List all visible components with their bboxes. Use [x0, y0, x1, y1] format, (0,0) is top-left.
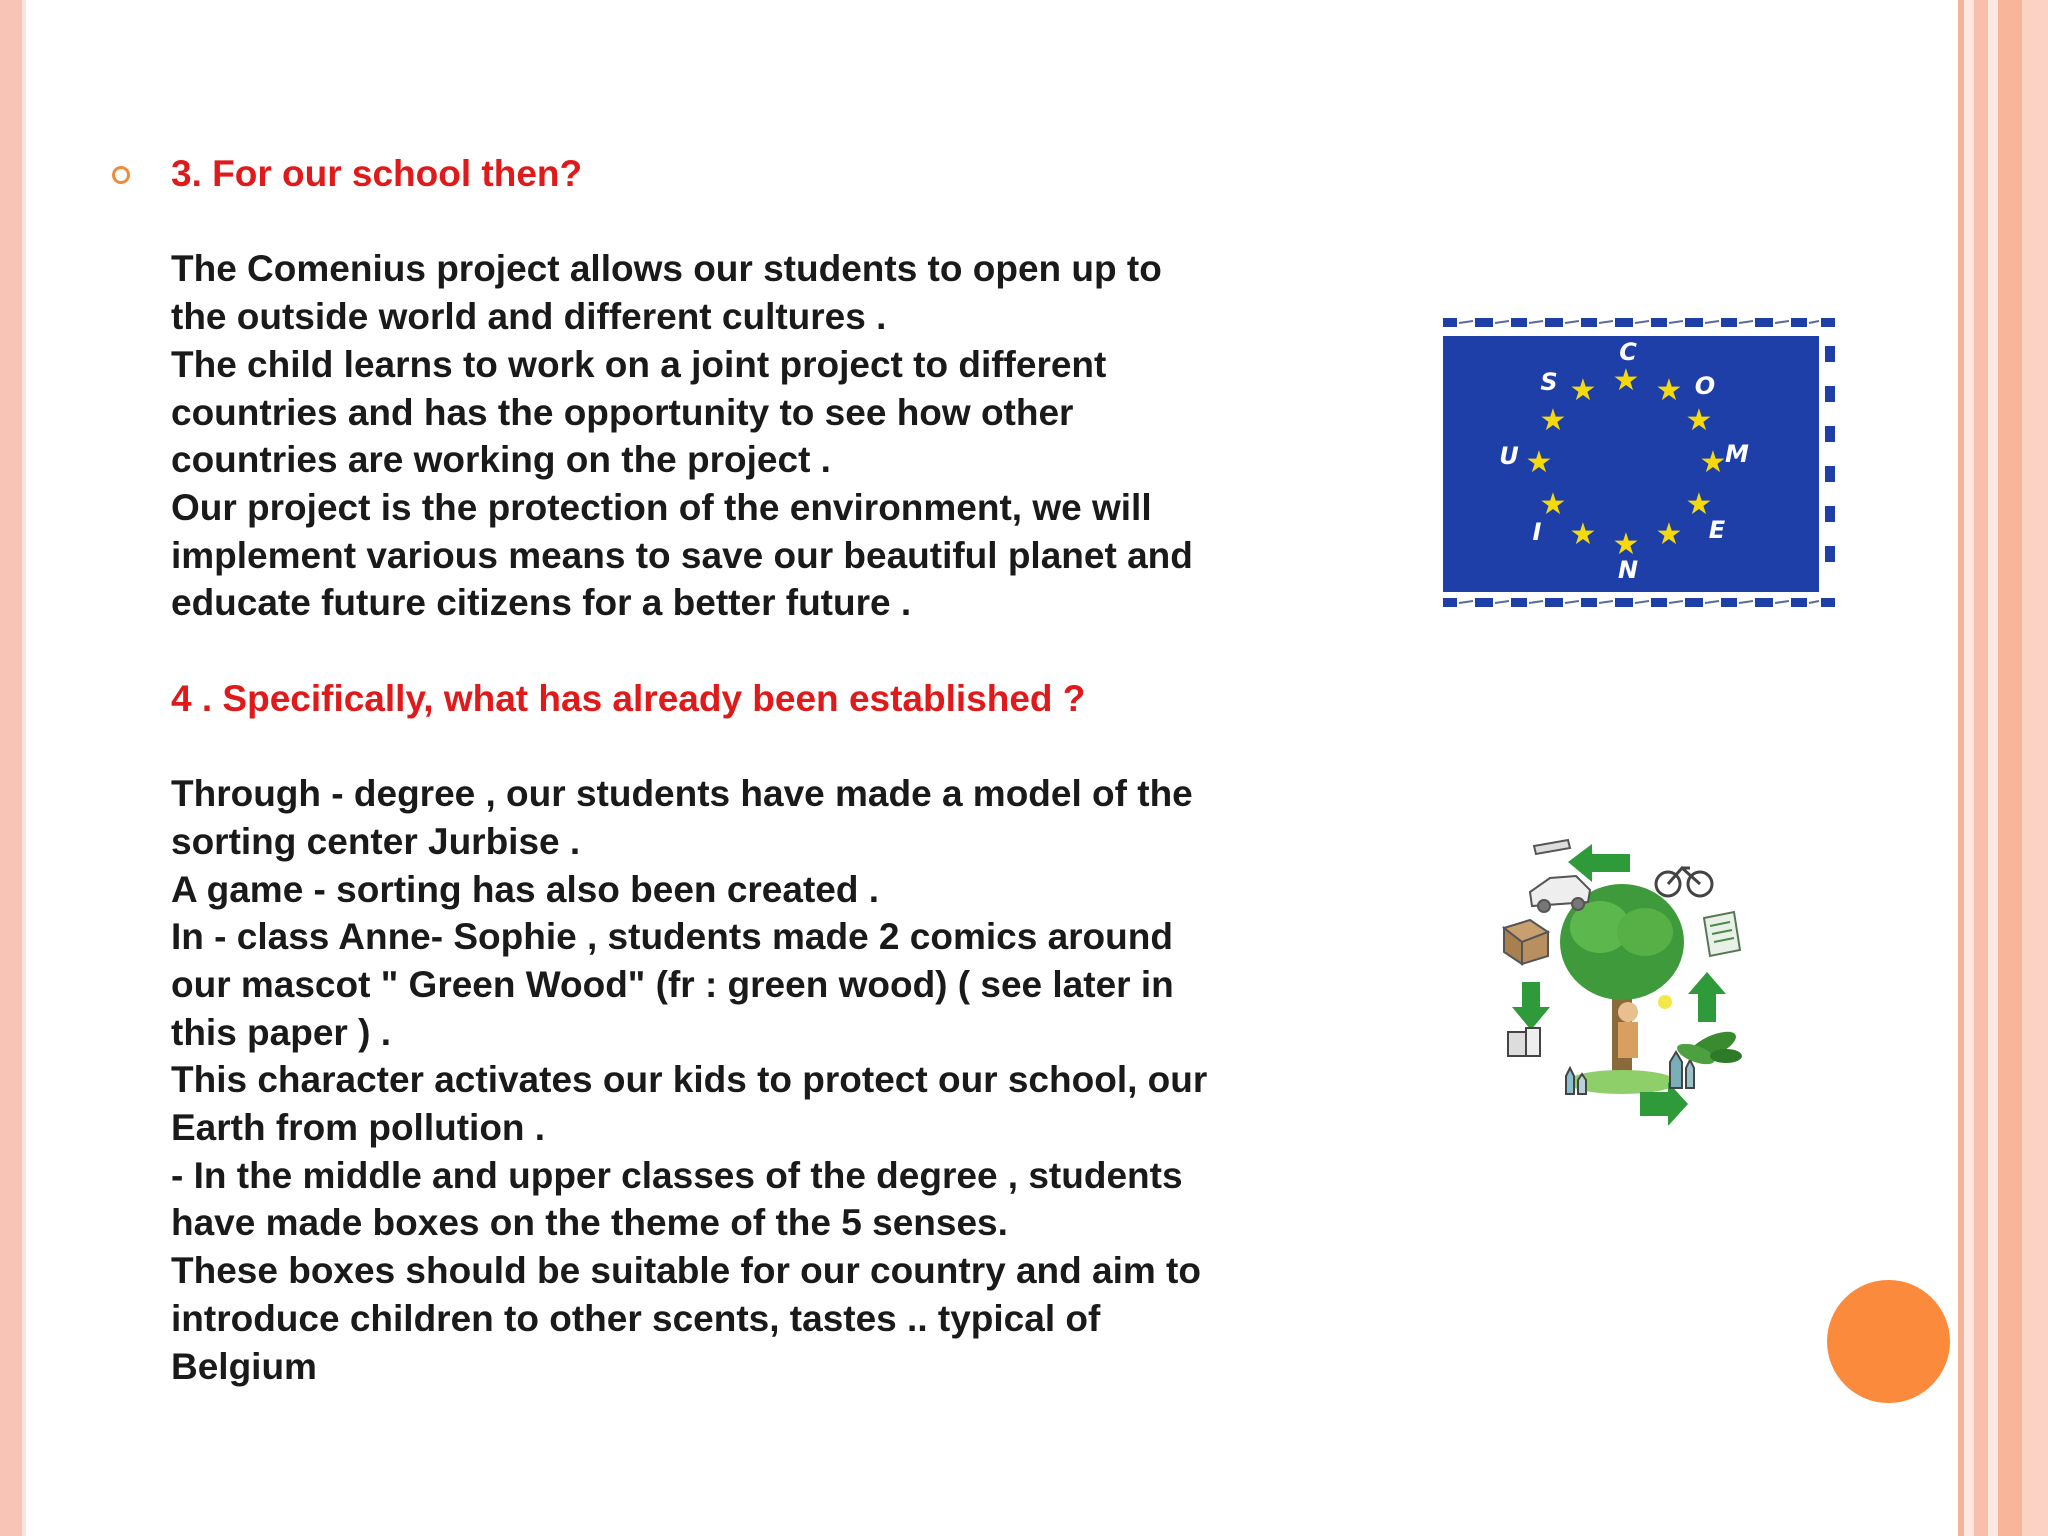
flag-letter: S: [1540, 368, 1558, 396]
text-line: have made boxes on the theme of the 5 senses.: [171, 1202, 1008, 1244]
svg-text:★: ★: [1525, 445, 1553, 480]
svg-text:★: ★: [1685, 487, 1713, 522]
text-line: The Comenius project allows our students to open up to: [171, 248, 1162, 290]
text-line: This character activates our kids to protect our school, our: [171, 1059, 1208, 1101]
text-line: introduce children to other scents, tastes .. typical of: [171, 1297, 1101, 1339]
text-line: educate future citizens for a better future .: [171, 582, 912, 624]
text-line: The child learns to work on a joint project to different: [171, 343, 1107, 385]
heading-established: 4 . Specifically, what has already been established ?: [171, 677, 1086, 719]
svg-text:★: ★: [1655, 373, 1683, 408]
right-frame-stripe-6: [2022, 0, 2048, 1536]
box-icon: [1504, 920, 1548, 964]
svg-text:★: ★: [1612, 363, 1640, 398]
text-line: implement various means to save our beautiful planet and: [171, 534, 1193, 576]
left-frame-inner-stripe: [22, 0, 26, 1536]
right-frame-stripe-4: [1988, 0, 1998, 1536]
heading-school: 3. For our school then?: [171, 153, 583, 194]
text-line: countries are working on the project .: [171, 439, 831, 481]
orange-accent-circle: [1827, 1280, 1950, 1403]
svg-text:★: ★: [1655, 517, 1683, 552]
text-line: - In the middle and upper classes of the degree , students: [171, 1154, 1183, 1196]
flag-letter: N: [1617, 556, 1639, 584]
text-line: These boxes should be suitable for our country and aim to: [171, 1250, 1201, 1292]
text-line: sorting center Jurbise .: [171, 820, 581, 862]
right-frame-stripe-3: [1974, 0, 1988, 1536]
svg-text:★: ★: [1539, 403, 1567, 438]
text-line: Through - degree , our students have made a model of the: [171, 773, 1193, 815]
svg-text:★: ★: [1539, 487, 1567, 522]
text-line: countries and has the opportunity to see how other: [171, 391, 1074, 433]
right-frame-stripe-2: [1964, 0, 1974, 1536]
bullet-icon: [112, 166, 130, 184]
flag-letter: M: [1725, 440, 1749, 468]
text-line: Belgium: [171, 1345, 317, 1387]
flag-letter: I: [1532, 518, 1542, 546]
newspaper-icon: [1704, 912, 1740, 956]
svg-text:★: ★: [1569, 373, 1597, 408]
svg-text:★: ★: [1612, 527, 1640, 562]
right-frame-stripe-5: [1998, 0, 2022, 1536]
svg-text:★: ★: [1685, 403, 1713, 438]
flag-letter: O: [1694, 372, 1716, 400]
text-line: A game - sorting has also been created .: [171, 868, 880, 910]
svg-text:★: ★: [1569, 517, 1597, 552]
recycling-cycle-image: [1490, 832, 1756, 1138]
text-line: Earth from pollution .: [171, 1107, 546, 1149]
slide-text: [171, 150, 1311, 1390]
text-line: Our project is the protection of the environment, we will: [171, 486, 1152, 528]
text-line: this paper ) .: [171, 1011, 391, 1053]
comenius-flag-image: [1441, 316, 1838, 610]
text-line: the outside world and different cultures .: [171, 296, 887, 338]
svg-text:★: ★: [1699, 445, 1727, 480]
text-line: In - class Anne- Sophie , students made 2 comics around: [171, 916, 1173, 958]
flag-letter: C: [1619, 338, 1637, 366]
left-frame-stripe: [0, 0, 22, 1536]
flag-letter: U: [1499, 442, 1519, 470]
text-line: our mascot " Green Wood" (fr : green wood) ( see later in: [171, 963, 1174, 1005]
flag-letter: E: [1708, 516, 1726, 544]
